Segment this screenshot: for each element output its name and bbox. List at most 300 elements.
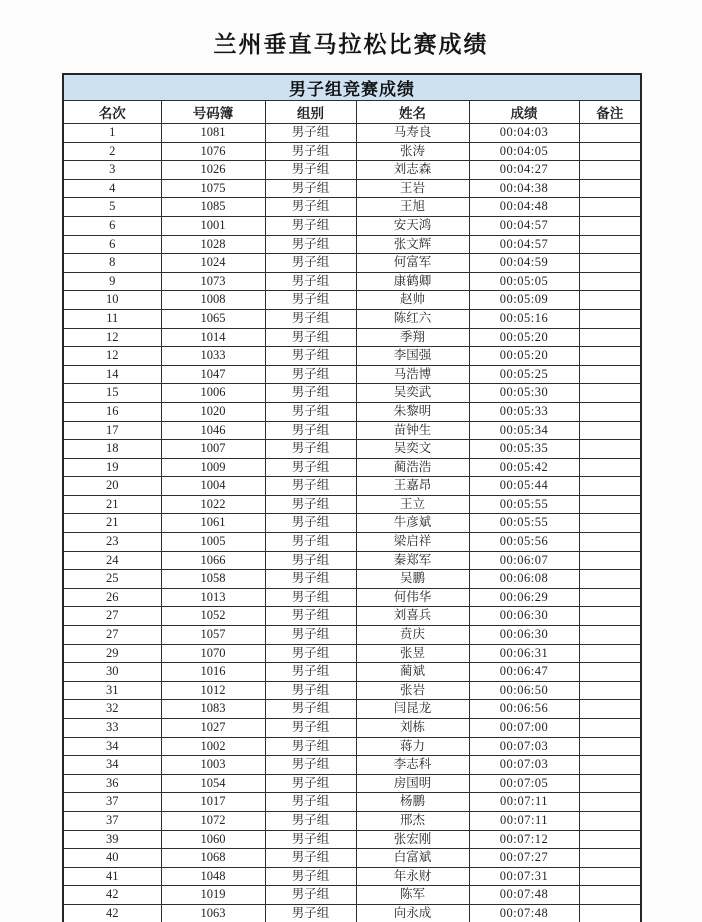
name-cell: 贲庆	[356, 626, 469, 645]
table-row	[63, 700, 641, 719]
rank-cell: 41	[63, 867, 161, 886]
time-cell: 00:05:55	[469, 514, 579, 533]
remark-cell	[579, 867, 641, 886]
table-row	[63, 737, 641, 756]
name-cell: 朱黎明	[356, 402, 469, 421]
name-cell: 吴鹏	[356, 570, 469, 589]
remark-cell	[579, 663, 641, 682]
group-cell: 男子组	[265, 588, 356, 607]
name-cell: 李志科	[356, 756, 469, 775]
remark-cell	[579, 272, 641, 291]
group-cell: 男子组	[265, 235, 356, 254]
remark-cell	[579, 737, 641, 756]
time-cell: 00:04:59	[469, 254, 579, 273]
time-cell: 00:06:50	[469, 681, 579, 700]
name-cell: 陈军	[356, 886, 469, 905]
table-row	[63, 756, 641, 775]
table-row	[63, 811, 641, 830]
bib-cell: 1026	[161, 161, 265, 180]
bib-cell: 1005	[161, 533, 265, 552]
bib-cell: 1012	[161, 681, 265, 700]
rank-cell: 33	[63, 719, 161, 738]
time-cell: 00:04:48	[469, 198, 579, 217]
table-row	[63, 830, 641, 849]
remark-cell	[579, 179, 641, 198]
name-cell: 向永成	[356, 904, 469, 922]
remark-cell	[579, 700, 641, 719]
bib-cell: 1033	[161, 347, 265, 366]
remark-cell	[579, 570, 641, 589]
bib-cell: 1063	[161, 904, 265, 922]
time-cell: 00:07:00	[469, 719, 579, 738]
remark-cell	[579, 514, 641, 533]
name-cell: 邢杰	[356, 811, 469, 830]
group-cell: 男子组	[265, 663, 356, 682]
rank-cell: 12	[63, 328, 161, 347]
time-cell: 00:07:27	[469, 849, 579, 868]
group-cell: 男子组	[265, 533, 356, 552]
time-cell: 00:07:48	[469, 886, 579, 905]
bib-cell: 1027	[161, 719, 265, 738]
rank-cell: 21	[63, 514, 161, 533]
table-row	[63, 477, 641, 496]
name-cell: 安天鸿	[356, 216, 469, 235]
bib-cell: 1072	[161, 811, 265, 830]
table-row	[63, 514, 641, 533]
rank-cell: 27	[63, 626, 161, 645]
rank-cell: 20	[63, 477, 161, 496]
table-row	[63, 216, 641, 235]
table-row	[63, 309, 641, 328]
table-row	[63, 681, 641, 700]
column-header-time: 成绩	[469, 101, 579, 124]
rank-cell: 19	[63, 458, 161, 477]
remark-cell	[579, 588, 641, 607]
bib-cell: 1070	[161, 644, 265, 663]
time-cell: 00:04:27	[469, 161, 579, 180]
name-cell: 吴奕武	[356, 384, 469, 403]
group-cell: 男子组	[265, 402, 356, 421]
table-row	[63, 161, 641, 180]
bib-cell: 1048	[161, 867, 265, 886]
bib-cell: 1057	[161, 626, 265, 645]
remark-cell	[579, 774, 641, 793]
group-cell: 男子组	[265, 365, 356, 384]
time-cell: 00:05:25	[469, 365, 579, 384]
rank-cell: 4	[63, 179, 161, 198]
table-row	[63, 365, 641, 384]
name-cell: 刘志森	[356, 161, 469, 180]
name-cell: 王嘉昂	[356, 477, 469, 496]
name-cell: 蔺浩浩	[356, 458, 469, 477]
group-cell: 男子组	[265, 254, 356, 273]
remark-cell	[579, 142, 641, 161]
table-row	[63, 179, 641, 198]
group-cell: 男子组	[265, 458, 356, 477]
time-cell: 00:05:42	[469, 458, 579, 477]
name-cell: 王立	[356, 495, 469, 514]
name-cell: 吴奕文	[356, 440, 469, 459]
remark-cell	[579, 644, 641, 663]
remark-cell	[579, 328, 641, 347]
name-cell: 梁启祥	[356, 533, 469, 552]
time-cell: 00:05:56	[469, 533, 579, 552]
bib-cell: 1068	[161, 849, 265, 868]
table-row	[63, 570, 641, 589]
table-row	[63, 440, 641, 459]
rank-cell: 26	[63, 588, 161, 607]
name-cell: 康鹤卿	[356, 272, 469, 291]
bib-cell: 1028	[161, 235, 265, 254]
bib-cell: 1065	[161, 309, 265, 328]
rank-cell: 8	[63, 254, 161, 273]
bib-cell: 1001	[161, 216, 265, 235]
remark-cell	[579, 793, 641, 812]
group-cell: 男子组	[265, 811, 356, 830]
group-cell: 男子组	[265, 886, 356, 905]
rank-cell: 10	[63, 291, 161, 310]
time-cell: 00:05:55	[469, 495, 579, 514]
time-cell: 00:07:03	[469, 737, 579, 756]
name-cell: 马寿良	[356, 124, 469, 143]
rank-cell: 36	[63, 774, 161, 793]
group-cell: 男子组	[265, 216, 356, 235]
table-row	[63, 235, 641, 254]
time-cell: 00:07:05	[469, 774, 579, 793]
rank-cell: 9	[63, 272, 161, 291]
remark-cell	[579, 235, 641, 254]
remark-cell	[579, 849, 641, 868]
time-cell: 00:07:11	[469, 793, 579, 812]
group-cell: 男子组	[265, 867, 356, 886]
time-cell: 00:04:05	[469, 142, 579, 161]
table-band-title: 男子组竞赛成绩	[63, 74, 641, 101]
table-row	[63, 719, 641, 738]
name-cell: 年永财	[356, 867, 469, 886]
bib-cell: 1085	[161, 198, 265, 217]
remark-cell	[579, 421, 641, 440]
group-cell: 男子组	[265, 570, 356, 589]
rank-cell: 18	[63, 440, 161, 459]
group-cell: 男子组	[265, 421, 356, 440]
group-cell: 男子组	[265, 644, 356, 663]
column-header-group: 组别	[265, 101, 356, 124]
remark-cell	[579, 681, 641, 700]
bib-cell: 1024	[161, 254, 265, 273]
group-cell: 男子组	[265, 328, 356, 347]
time-cell: 00:05:20	[469, 328, 579, 347]
bib-cell: 1022	[161, 495, 265, 514]
table-row	[63, 904, 641, 922]
name-cell: 王岩	[356, 179, 469, 198]
name-cell: 王旭	[356, 198, 469, 217]
bib-cell: 1003	[161, 756, 265, 775]
remark-cell	[579, 830, 641, 849]
bib-cell: 1004	[161, 477, 265, 496]
rank-cell: 24	[63, 551, 161, 570]
time-cell: 00:07:03	[469, 756, 579, 775]
rank-cell: 42	[63, 904, 161, 922]
table-band-row	[63, 74, 641, 101]
table-row	[63, 142, 641, 161]
bib-cell: 1076	[161, 142, 265, 161]
table-row	[63, 607, 641, 626]
group-cell: 男子组	[265, 719, 356, 738]
group-cell: 男子组	[265, 384, 356, 403]
rank-cell: 3	[63, 161, 161, 180]
bib-cell: 1014	[161, 328, 265, 347]
name-cell: 陈红六	[356, 309, 469, 328]
bib-cell: 1061	[161, 514, 265, 533]
rank-cell: 6	[63, 235, 161, 254]
rank-cell: 2	[63, 142, 161, 161]
remark-cell	[579, 365, 641, 384]
rank-cell: 34	[63, 737, 161, 756]
group-cell: 男子组	[265, 607, 356, 626]
name-cell: 房国明	[356, 774, 469, 793]
table-row	[63, 886, 641, 905]
table-header-row	[63, 101, 641, 124]
time-cell: 00:07:48	[469, 904, 579, 922]
table-row	[63, 291, 641, 310]
remark-cell	[579, 886, 641, 905]
remark-cell	[579, 533, 641, 552]
rank-cell: 30	[63, 663, 161, 682]
remark-cell	[579, 607, 641, 626]
table-row	[63, 495, 641, 514]
bib-cell: 1007	[161, 440, 265, 459]
column-header-name: 姓名	[356, 101, 469, 124]
rank-cell: 14	[63, 365, 161, 384]
bib-cell: 1013	[161, 588, 265, 607]
time-cell: 00:05:05	[469, 272, 579, 291]
remark-cell	[579, 756, 641, 775]
group-cell: 男子组	[265, 830, 356, 849]
name-cell: 牛彦斌	[356, 514, 469, 533]
page-title: 兰州垂直马拉松比赛成绩	[213, 32, 489, 57]
column-header-remark: 备注	[579, 101, 641, 124]
time-cell: 00:05:30	[469, 384, 579, 403]
rank-cell: 27	[63, 607, 161, 626]
remark-cell	[579, 124, 641, 143]
group-cell: 男子组	[265, 477, 356, 496]
group-cell: 男子组	[265, 272, 356, 291]
bib-cell: 1017	[161, 793, 265, 812]
group-cell: 男子组	[265, 495, 356, 514]
name-cell: 蔺斌	[356, 663, 469, 682]
remark-cell	[579, 347, 641, 366]
remark-cell	[579, 254, 641, 273]
time-cell: 00:04:57	[469, 235, 579, 254]
name-cell: 李国强	[356, 347, 469, 366]
group-cell: 男子组	[265, 774, 356, 793]
bib-cell: 1047	[161, 365, 265, 384]
name-cell: 张昱	[356, 644, 469, 663]
bib-cell: 1016	[161, 663, 265, 682]
remark-cell	[579, 904, 641, 922]
table-row	[63, 588, 641, 607]
group-cell: 男子组	[265, 198, 356, 217]
table-row	[63, 663, 641, 682]
bib-cell: 1008	[161, 291, 265, 310]
remark-cell	[579, 719, 641, 738]
name-cell: 闫昆龙	[356, 700, 469, 719]
table-row	[63, 644, 641, 663]
time-cell: 00:07:31	[469, 867, 579, 886]
bib-cell: 1058	[161, 570, 265, 589]
time-cell: 00:06:30	[469, 626, 579, 645]
table-row	[63, 198, 641, 217]
remark-cell	[579, 216, 641, 235]
group-cell: 男子组	[265, 514, 356, 533]
rank-cell: 25	[63, 570, 161, 589]
group-cell: 男子组	[265, 849, 356, 868]
rank-cell: 11	[63, 309, 161, 328]
remark-cell	[579, 309, 641, 328]
table-row	[63, 774, 641, 793]
table-row	[63, 328, 641, 347]
rank-cell: 16	[63, 402, 161, 421]
rank-cell: 34	[63, 756, 161, 775]
rank-cell: 12	[63, 347, 161, 366]
name-cell: 季翔	[356, 328, 469, 347]
table-row	[63, 124, 641, 143]
name-cell: 白富斌	[356, 849, 469, 868]
group-cell: 男子组	[265, 756, 356, 775]
group-cell: 男子组	[265, 700, 356, 719]
rank-cell: 39	[63, 830, 161, 849]
time-cell: 00:06:07	[469, 551, 579, 570]
group-cell: 男子组	[265, 626, 356, 645]
time-cell: 00:05:35	[469, 440, 579, 459]
table-row	[63, 458, 641, 477]
name-cell: 张文辉	[356, 235, 469, 254]
rank-cell: 37	[63, 793, 161, 812]
name-cell: 苗钟生	[356, 421, 469, 440]
time-cell: 00:06:30	[469, 607, 579, 626]
rank-cell: 32	[63, 700, 161, 719]
remark-cell	[579, 402, 641, 421]
bib-cell: 1009	[161, 458, 265, 477]
bib-cell: 1081	[161, 124, 265, 143]
bib-cell: 1066	[161, 551, 265, 570]
table-row	[63, 533, 641, 552]
remark-cell	[579, 551, 641, 570]
time-cell: 00:05:16	[469, 309, 579, 328]
bib-cell: 1002	[161, 737, 265, 756]
rank-cell: 1	[63, 124, 161, 143]
table-row	[63, 849, 641, 868]
rank-cell: 40	[63, 849, 161, 868]
remark-cell	[579, 291, 641, 310]
table-row	[63, 793, 641, 812]
remark-cell	[579, 477, 641, 496]
time-cell: 00:04:03	[469, 124, 579, 143]
rank-cell: 29	[63, 644, 161, 663]
bib-cell: 1075	[161, 179, 265, 198]
rank-cell: 42	[63, 886, 161, 905]
name-cell: 刘喜兵	[356, 607, 469, 626]
remark-cell	[579, 440, 641, 459]
remark-cell	[579, 495, 641, 514]
time-cell: 00:07:12	[469, 830, 579, 849]
table-row	[63, 254, 641, 273]
group-cell: 男子组	[265, 737, 356, 756]
rank-cell: 23	[63, 533, 161, 552]
rank-cell: 21	[63, 495, 161, 514]
rank-cell: 6	[63, 216, 161, 235]
remark-cell	[579, 198, 641, 217]
bib-cell: 1052	[161, 607, 265, 626]
group-cell: 男子组	[265, 309, 356, 328]
name-cell: 刘栋	[356, 719, 469, 738]
table-row	[63, 867, 641, 886]
table-row	[63, 626, 641, 645]
name-cell: 张岩	[356, 681, 469, 700]
column-header-bib: 号码簿	[161, 101, 265, 124]
name-cell: 赵帅	[356, 291, 469, 310]
group-cell: 男子组	[265, 793, 356, 812]
group-cell: 男子组	[265, 124, 356, 143]
group-cell: 男子组	[265, 440, 356, 459]
table-row	[63, 347, 641, 366]
time-cell: 00:04:57	[469, 216, 579, 235]
table-row	[63, 384, 641, 403]
remark-cell	[579, 811, 641, 830]
name-cell: 秦郑军	[356, 551, 469, 570]
time-cell: 00:05:44	[469, 477, 579, 496]
group-cell: 男子组	[265, 142, 356, 161]
name-cell: 马浩博	[356, 365, 469, 384]
name-cell: 何富军	[356, 254, 469, 273]
remark-cell	[579, 161, 641, 180]
bib-cell: 1054	[161, 774, 265, 793]
group-cell: 男子组	[265, 681, 356, 700]
time-cell: 00:06:47	[469, 663, 579, 682]
group-cell: 男子组	[265, 161, 356, 180]
remark-cell	[579, 384, 641, 403]
rank-cell: 37	[63, 811, 161, 830]
rank-cell: 31	[63, 681, 161, 700]
results-table	[62, 73, 642, 922]
time-cell: 00:06:31	[469, 644, 579, 663]
group-cell: 男子组	[265, 904, 356, 922]
name-cell: 张宏刚	[356, 830, 469, 849]
bib-cell: 1060	[161, 830, 265, 849]
group-cell: 男子组	[265, 551, 356, 570]
time-cell: 00:04:38	[469, 179, 579, 198]
bib-cell: 1006	[161, 384, 265, 403]
name-cell: 张涛	[356, 142, 469, 161]
name-cell: 何伟华	[356, 588, 469, 607]
name-cell: 杨鹏	[356, 793, 469, 812]
time-cell: 00:05:09	[469, 291, 579, 310]
remark-cell	[579, 458, 641, 477]
bib-cell: 1019	[161, 886, 265, 905]
time-cell: 00:05:34	[469, 421, 579, 440]
time-cell: 00:07:11	[469, 811, 579, 830]
time-cell: 00:05:20	[469, 347, 579, 366]
bib-cell: 1073	[161, 272, 265, 291]
time-cell: 00:06:29	[469, 588, 579, 607]
bib-cell: 1020	[161, 402, 265, 421]
group-cell: 男子组	[265, 291, 356, 310]
time-cell: 00:06:56	[469, 700, 579, 719]
table-row	[63, 402, 641, 421]
bib-cell: 1046	[161, 421, 265, 440]
rank-cell: 17	[63, 421, 161, 440]
group-cell: 男子组	[265, 347, 356, 366]
